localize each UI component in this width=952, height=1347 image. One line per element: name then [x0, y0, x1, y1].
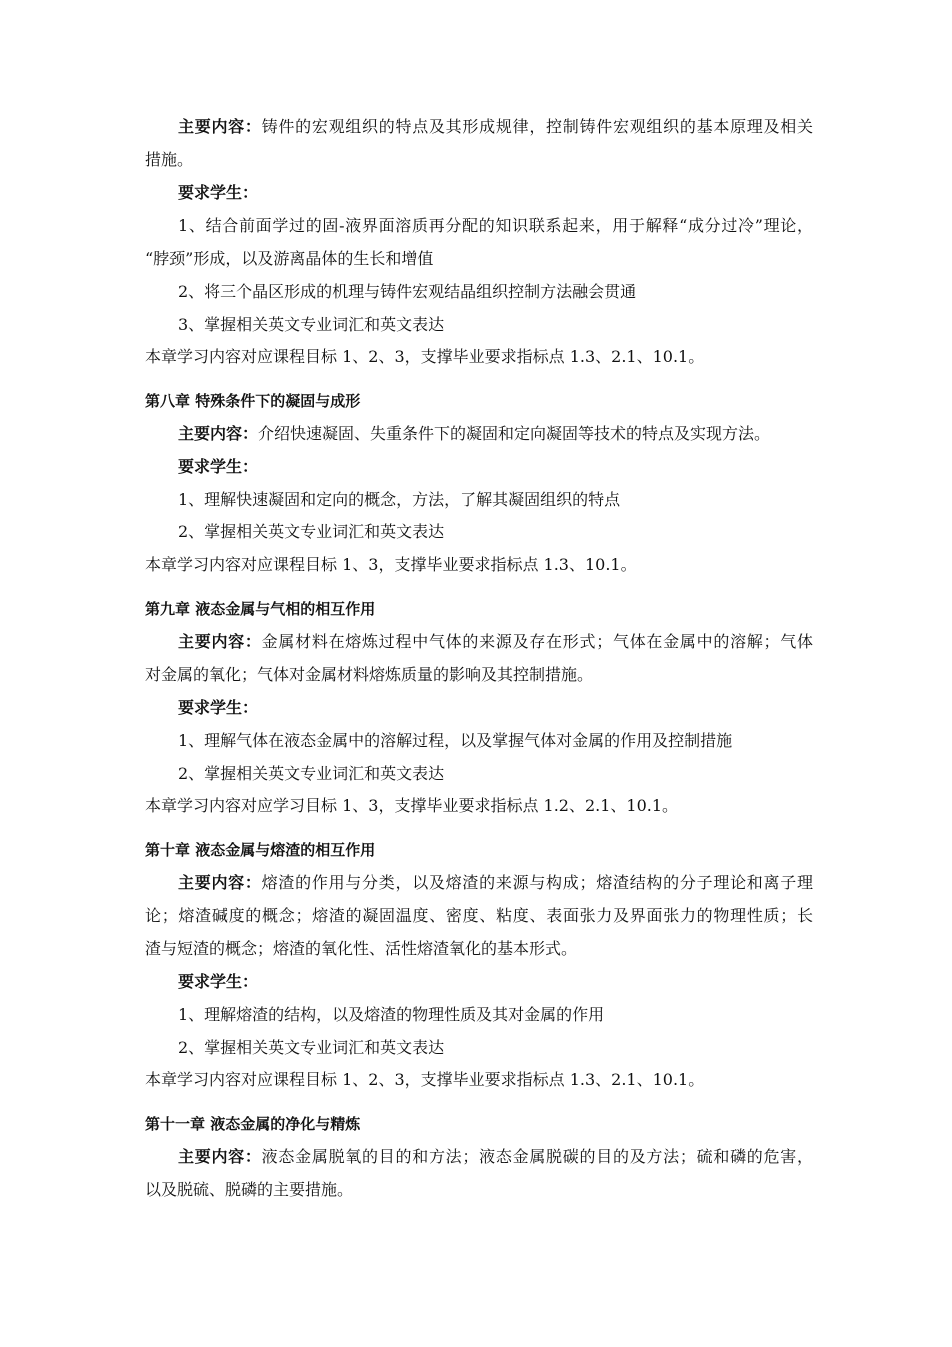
content-line: 主要内容：液态金属脱氧的目的和方法；液态金属脱碳的目的及方法；硫和磷的危害， — [178, 1147, 813, 1166]
content-line: 渣与短渣的概念；熔渣的氧化性、活性熔渣氧化的基本形式。 — [145, 939, 578, 958]
content-line: 主要内容：金属材料在熔炼过程中气体的来源及存在形式；气体在金属中的溶解；气体 — [178, 632, 813, 651]
requirement-item: 2、掌握相关英文专业词汇和英文表达 — [178, 764, 445, 783]
requirement-item-cont: “脖颈”形成，以及游离晶体的生长和增值 — [145, 249, 434, 268]
requirement-item: 3、掌握相关英文专业词汇和英文表达 — [178, 315, 445, 334]
requirement-item: 2、掌握相关英文专业词汇和英文表达 — [178, 522, 445, 541]
chapter-heading: 第十章 液态金属与熔渣的相互作用 — [145, 841, 376, 859]
chapter-summary: 本章学习内容对应学习目标 1、3，支撑毕业要求指标点 1.2、2.1、10.1。 — [145, 796, 679, 815]
content-line: 以及脱硫、脱磷的主要措施。 — [145, 1180, 354, 1199]
content-line: 措施。 — [145, 150, 194, 169]
requirement-item: 1、理解熔渣的结构，以及熔渣的物理性质及其对金属的作用 — [178, 1005, 605, 1024]
requirement-item: 1、理解快速凝固和定向的概念，方法，了解其凝固组织的特点 — [178, 490, 621, 509]
chapter-heading: 第八章 特殊条件下的凝固与成形 — [145, 392, 361, 410]
chapter-summary: 本章学习内容对应课程目标 1、2、3，支撑毕业要求指标点 1.3、2.1、10.1。 — [145, 347, 705, 366]
content-label: 主要内容： — [178, 632, 262, 651]
content-label: 主要内容： — [178, 873, 262, 892]
content-line: 对金属的氧化；气体对金属材料熔炼质量的影响及其控制措施。 — [145, 665, 594, 684]
requirement-item: 2、掌握相关英文专业词汇和英文表达 — [178, 1038, 445, 1057]
require-label: 要求学生： — [178, 972, 259, 991]
content-line: 主要内容：熔渣的作用与分类，以及熔渣的来源与构成；熔渣结构的分子理论和离子理 — [178, 873, 813, 892]
content-label: 主要内容： — [178, 424, 259, 443]
require-label: 要求学生： — [178, 698, 259, 717]
content-line: 主要内容：介绍快速凝固、失重条件下的凝固和定向凝固等技术的特点及实现方法。 — [178, 424, 771, 443]
content-label: 主要内容： — [178, 117, 262, 136]
requirement-item: 1、理解气体在液态金属中的溶解过程，以及掌握气体对金属的作用及控制措施 — [178, 731, 733, 750]
chapter-heading: 第十一章 液态金属的净化与精炼 — [145, 1115, 361, 1133]
chapter-summary: 本章学习内容对应课程目标 1、3，支撑毕业要求指标点 1.3、10.1。 — [145, 555, 637, 574]
content-line: 论；熔渣碱度的概念；熔渣的凝固温度、密度、粘度、表面张力及界面张力的物理性质；长 — [145, 906, 813, 925]
content-line: 主要内容：铸件的宏观组织的特点及其形成规律，控制铸件宏观组织的基本原理及相关 — [178, 117, 813, 136]
chapter-summary: 本章学习内容对应课程目标 1、2、3，支撑毕业要求指标点 1.3、2.1、10.1。 — [145, 1070, 705, 1089]
requirement-item: 2、将三个晶区形成的机理与铸件宏观结晶组织控制方法融会贯通 — [178, 282, 637, 301]
require-label: 要求学生： — [178, 183, 259, 202]
chapter-heading: 第九章 液态金属与气相的相互作用 — [145, 600, 376, 618]
requirement-item: 1、结合前面学过的固-液界面溶质再分配的知识联系起来，用于解释“成分过冷”理论， — [178, 216, 813, 235]
content-label: 主要内容： — [178, 1147, 262, 1166]
require-label: 要求学生： — [178, 457, 259, 476]
